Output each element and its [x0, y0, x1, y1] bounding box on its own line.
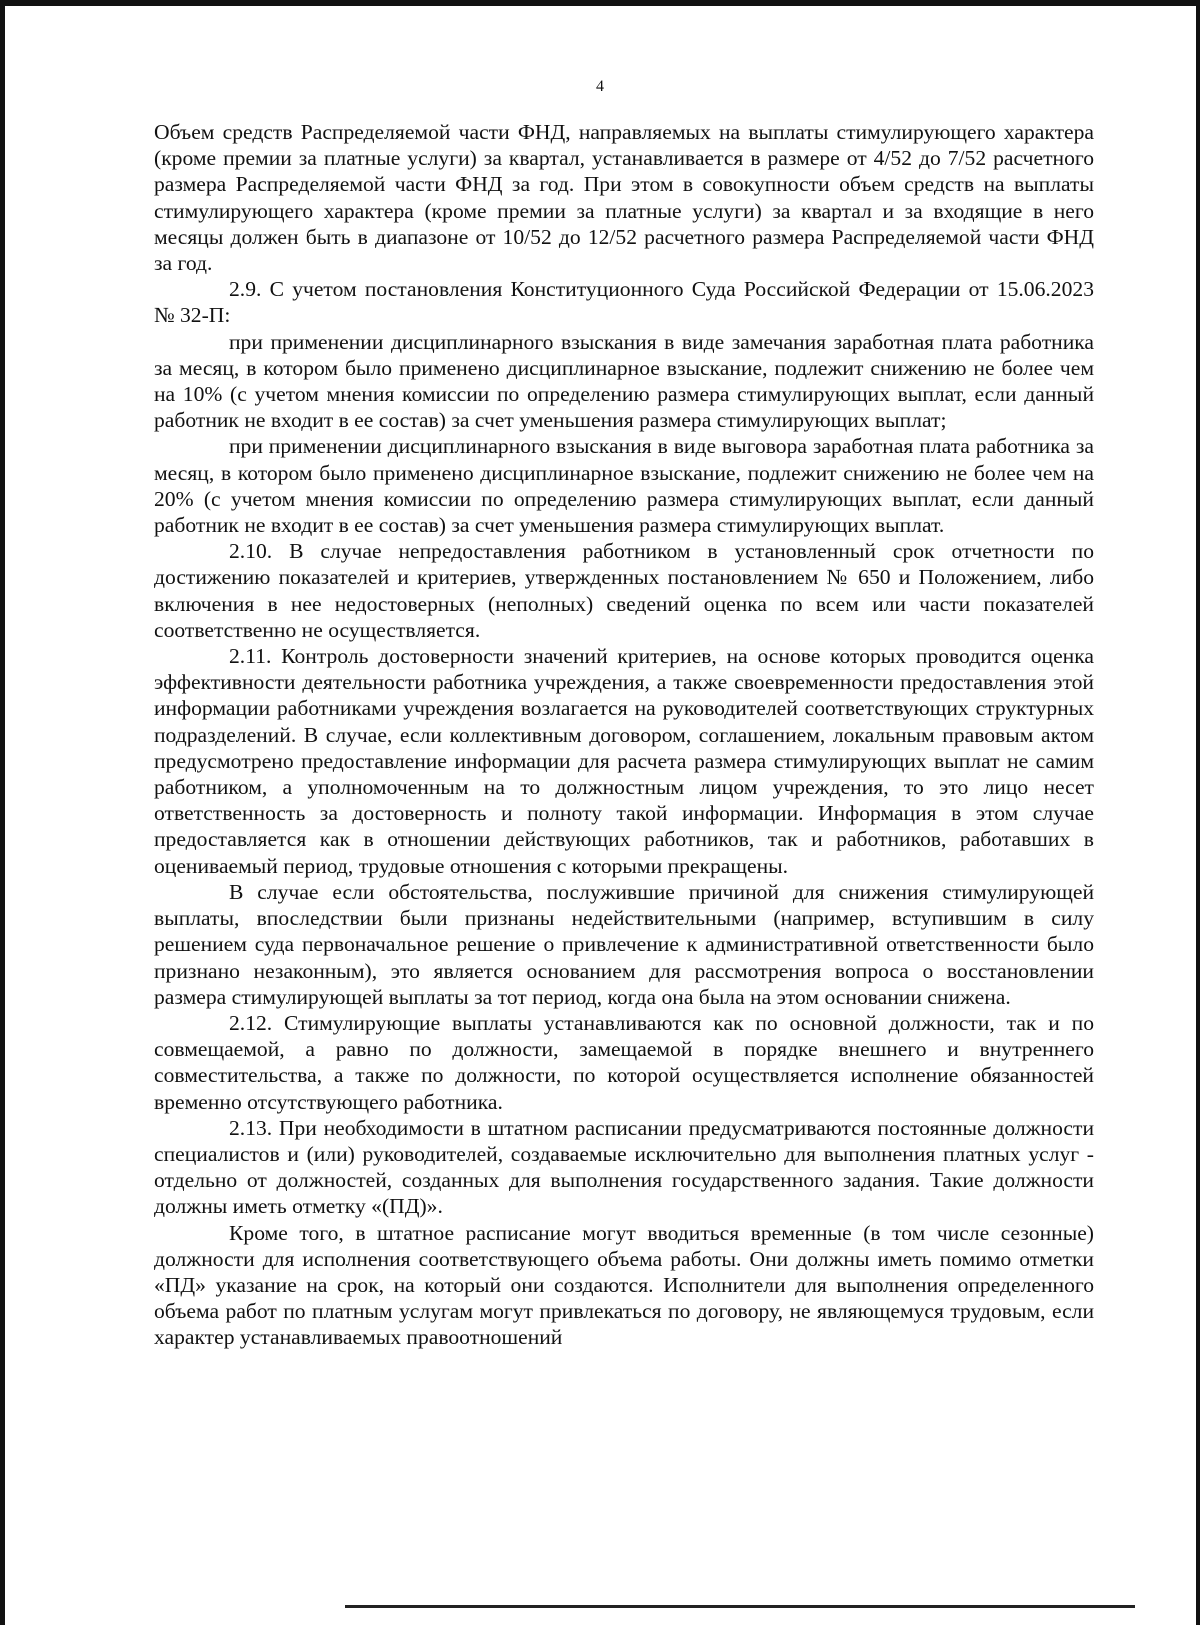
scan-bottom-line — [345, 1605, 1135, 1608]
paragraph-fund-volume: Объем средств Распределяемой части ФНД, направляемых на выплаты стимулирующего характера (кроме премии за платные услуги) за квартал, устанавливается в размере от 4/52 до 7/52 расчетного размера Распределяемой части ФНД за год. При этом в совокупности объем средств на выплаты стимулирующего характера (кроме премии за платные услуги) за квартал и за входящие в него месяцы должен быть в диапазоне от 10/52 до 12/52 расчетного размера Распределяемой части ФНД за год. — [154, 120, 1094, 276]
page-number: 4 — [596, 78, 604, 95]
paragraph-2-11: 2.11. Контроль достоверности значений критериев, на основе которых проводится оценка эффективности деятельности работника учреждения, а также своевременности предоставления этой информации работниками учреждения возлагается на руководителей соответствующих структурных подразделений. В случае, если коллективным договором, соглашением, локальным правовым актом предусмотрено предоставление информации для расчета размера стимулирующих выплат не самим работником, а уполномоченным на то должностным лицом учреждения, то это лицо несет ответственность за достоверность и полноту такой информации. Информация в этом случае предоставляется как в отношении действующих работников, так и работников, работавших в оцениваемый период, трудовые отношения с которыми прекращены. — [154, 644, 1094, 878]
paragraph-reprimand-rebuke: при применении дисциплинарного взыскания в виде выговора заработная плата работника за месяц, в котором было применено дисциплинарное взыскание, подлежит снижению не более чем на 20% (с учетом мнения комиссии по определению размера стимулирующих выплат, если данный работник не входит в ее состав) за счет уменьшения размера стимулирующих выплат. — [154, 434, 1094, 538]
paragraph-reprimand-remark: при применении дисциплинарного взыскания в виде замечания заработная плата работника за месяц, в котором было применено дисциплинарное взыскание, подлежит снижению не более чем на 10% (с учетом мнения комиссии по определению размера стимулирующих выплат, если данный работник не входит в ее состав) за счет уменьшения размера стимулирующих выплат; — [154, 329, 1094, 433]
document-body — [154, 119, 1094, 1351]
scan-border-right — [1196, 0, 1200, 1625]
paragraph-restoration: В случае если обстоятельства, послужившие причиной для снижения стимулирующей выплаты, впоследствии были признаны недействительными (например, вступившим в силу решением суда первоначальное решение о привлечение к административной ответственности было признано незаконным), это является основанием для рассмотрения вопроса о восстановлении размера стимулирующей выплаты за тот период, когда она была на этом основании снижена. — [154, 879, 1094, 1009]
paragraph-2-9: 2.9. С учетом постановления Конституционного Суда Российской Федерации от 15.06.2023 № 32-П: — [154, 277, 1094, 328]
paragraph-2-12: 2.12. Стимулирующие выплаты устанавливаются как по основной должности, так и по совмещаемой, а равно по должности, замещаемой в порядке внешнего и внутреннего совместительства, а также по должности, по которой осуществляется исполнение обязанностей временно отсутствующего работника. — [154, 1010, 1094, 1114]
scan-border-top — [0, 0, 1200, 6]
scan-border-left — [0, 0, 5, 1625]
paragraph-temporary-positions: Кроме того, в штатное расписание могут вводиться временные (в том числе сезонные) должности для исполнения соответствующего объема работы. Они должны иметь помимо отметки «ПД» указание на срок, на который они создаются. Исполнители для выполнения определенного объема работ по платным услугам могут привлекаться по договору, не являющемуся трудовым, если характер устанавливаемых правоотношений — [154, 1220, 1094, 1350]
paragraph-2-13: 2.13. При необходимости в штатном расписании предусматриваются постоянные должности специалистов и (или) руководителей, создаваемые исключительно для выполнения платных услуг - отдельно от должностей, созданных для выполнения государственного задания. Такие должности должны иметь отметку «(ПД)». — [154, 1115, 1094, 1219]
paragraph-2-10: 2.10. В случае непредоставления работником в установленный срок отчетности по достижению показателей и критериев, утвержденных постановлением № 650 и Положением, либо включения в нее недостоверных (неполных) сведений оценка по всем или части показателей соответственно не осуществляется. — [154, 539, 1094, 642]
